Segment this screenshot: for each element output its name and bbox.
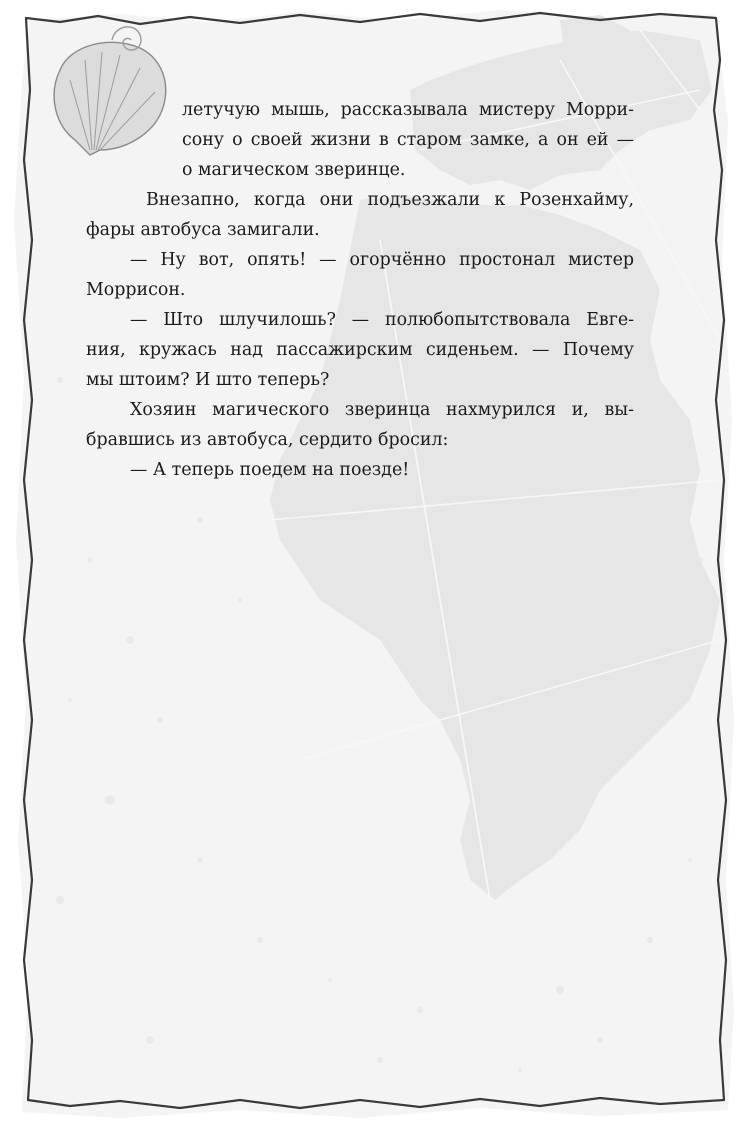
- text-line: [182, 155, 405, 185]
- text-line: [182, 125, 634, 155]
- text-line: [182, 95, 634, 125]
- text-line-content: летучую мышь, рассказывала мистеру Морри-: [182, 100, 634, 120]
- text-line-content: мы штоим? И што теперь?: [86, 370, 330, 390]
- text-line-content: о магическом зверинце.: [182, 160, 406, 180]
- text-line: [86, 425, 448, 455]
- text-line-content: фары автобуса замигали.: [86, 220, 320, 240]
- text-line: [86, 215, 320, 245]
- text-line-content: — Ну вот, опять! — огорчённо простонал мистер: [130, 250, 634, 270]
- text-line: [130, 395, 634, 425]
- text-line: [130, 455, 409, 485]
- text-line-content: Моррисон.: [86, 280, 186, 300]
- text-line-content: — А теперь поедем на поезде!: [130, 460, 410, 480]
- text-line: [130, 305, 634, 335]
- text-line: [130, 245, 634, 275]
- text-line-content: бравшись из автобуса, сердито бросил:: [86, 430, 449, 450]
- text-line: [86, 335, 634, 365]
- text-line: [86, 275, 185, 305]
- text-line-content: — Што шлучилошь? — полюбопытствовала Евге-: [130, 310, 634, 330]
- text-line-content: Внезапно, когда они подъезжали к Розенхайму,: [146, 190, 634, 210]
- text-line-content: сону о своей жизни в старом замке, а он ей —: [182, 130, 634, 150]
- text-line: [86, 365, 329, 395]
- text-line-content: Хозяин магического зверинца нахмурился и, вы-: [130, 400, 634, 420]
- text-line-content: ния, кружась над пассажирским сиденьем. — Почему: [86, 340, 634, 360]
- text-line: [146, 185, 634, 215]
